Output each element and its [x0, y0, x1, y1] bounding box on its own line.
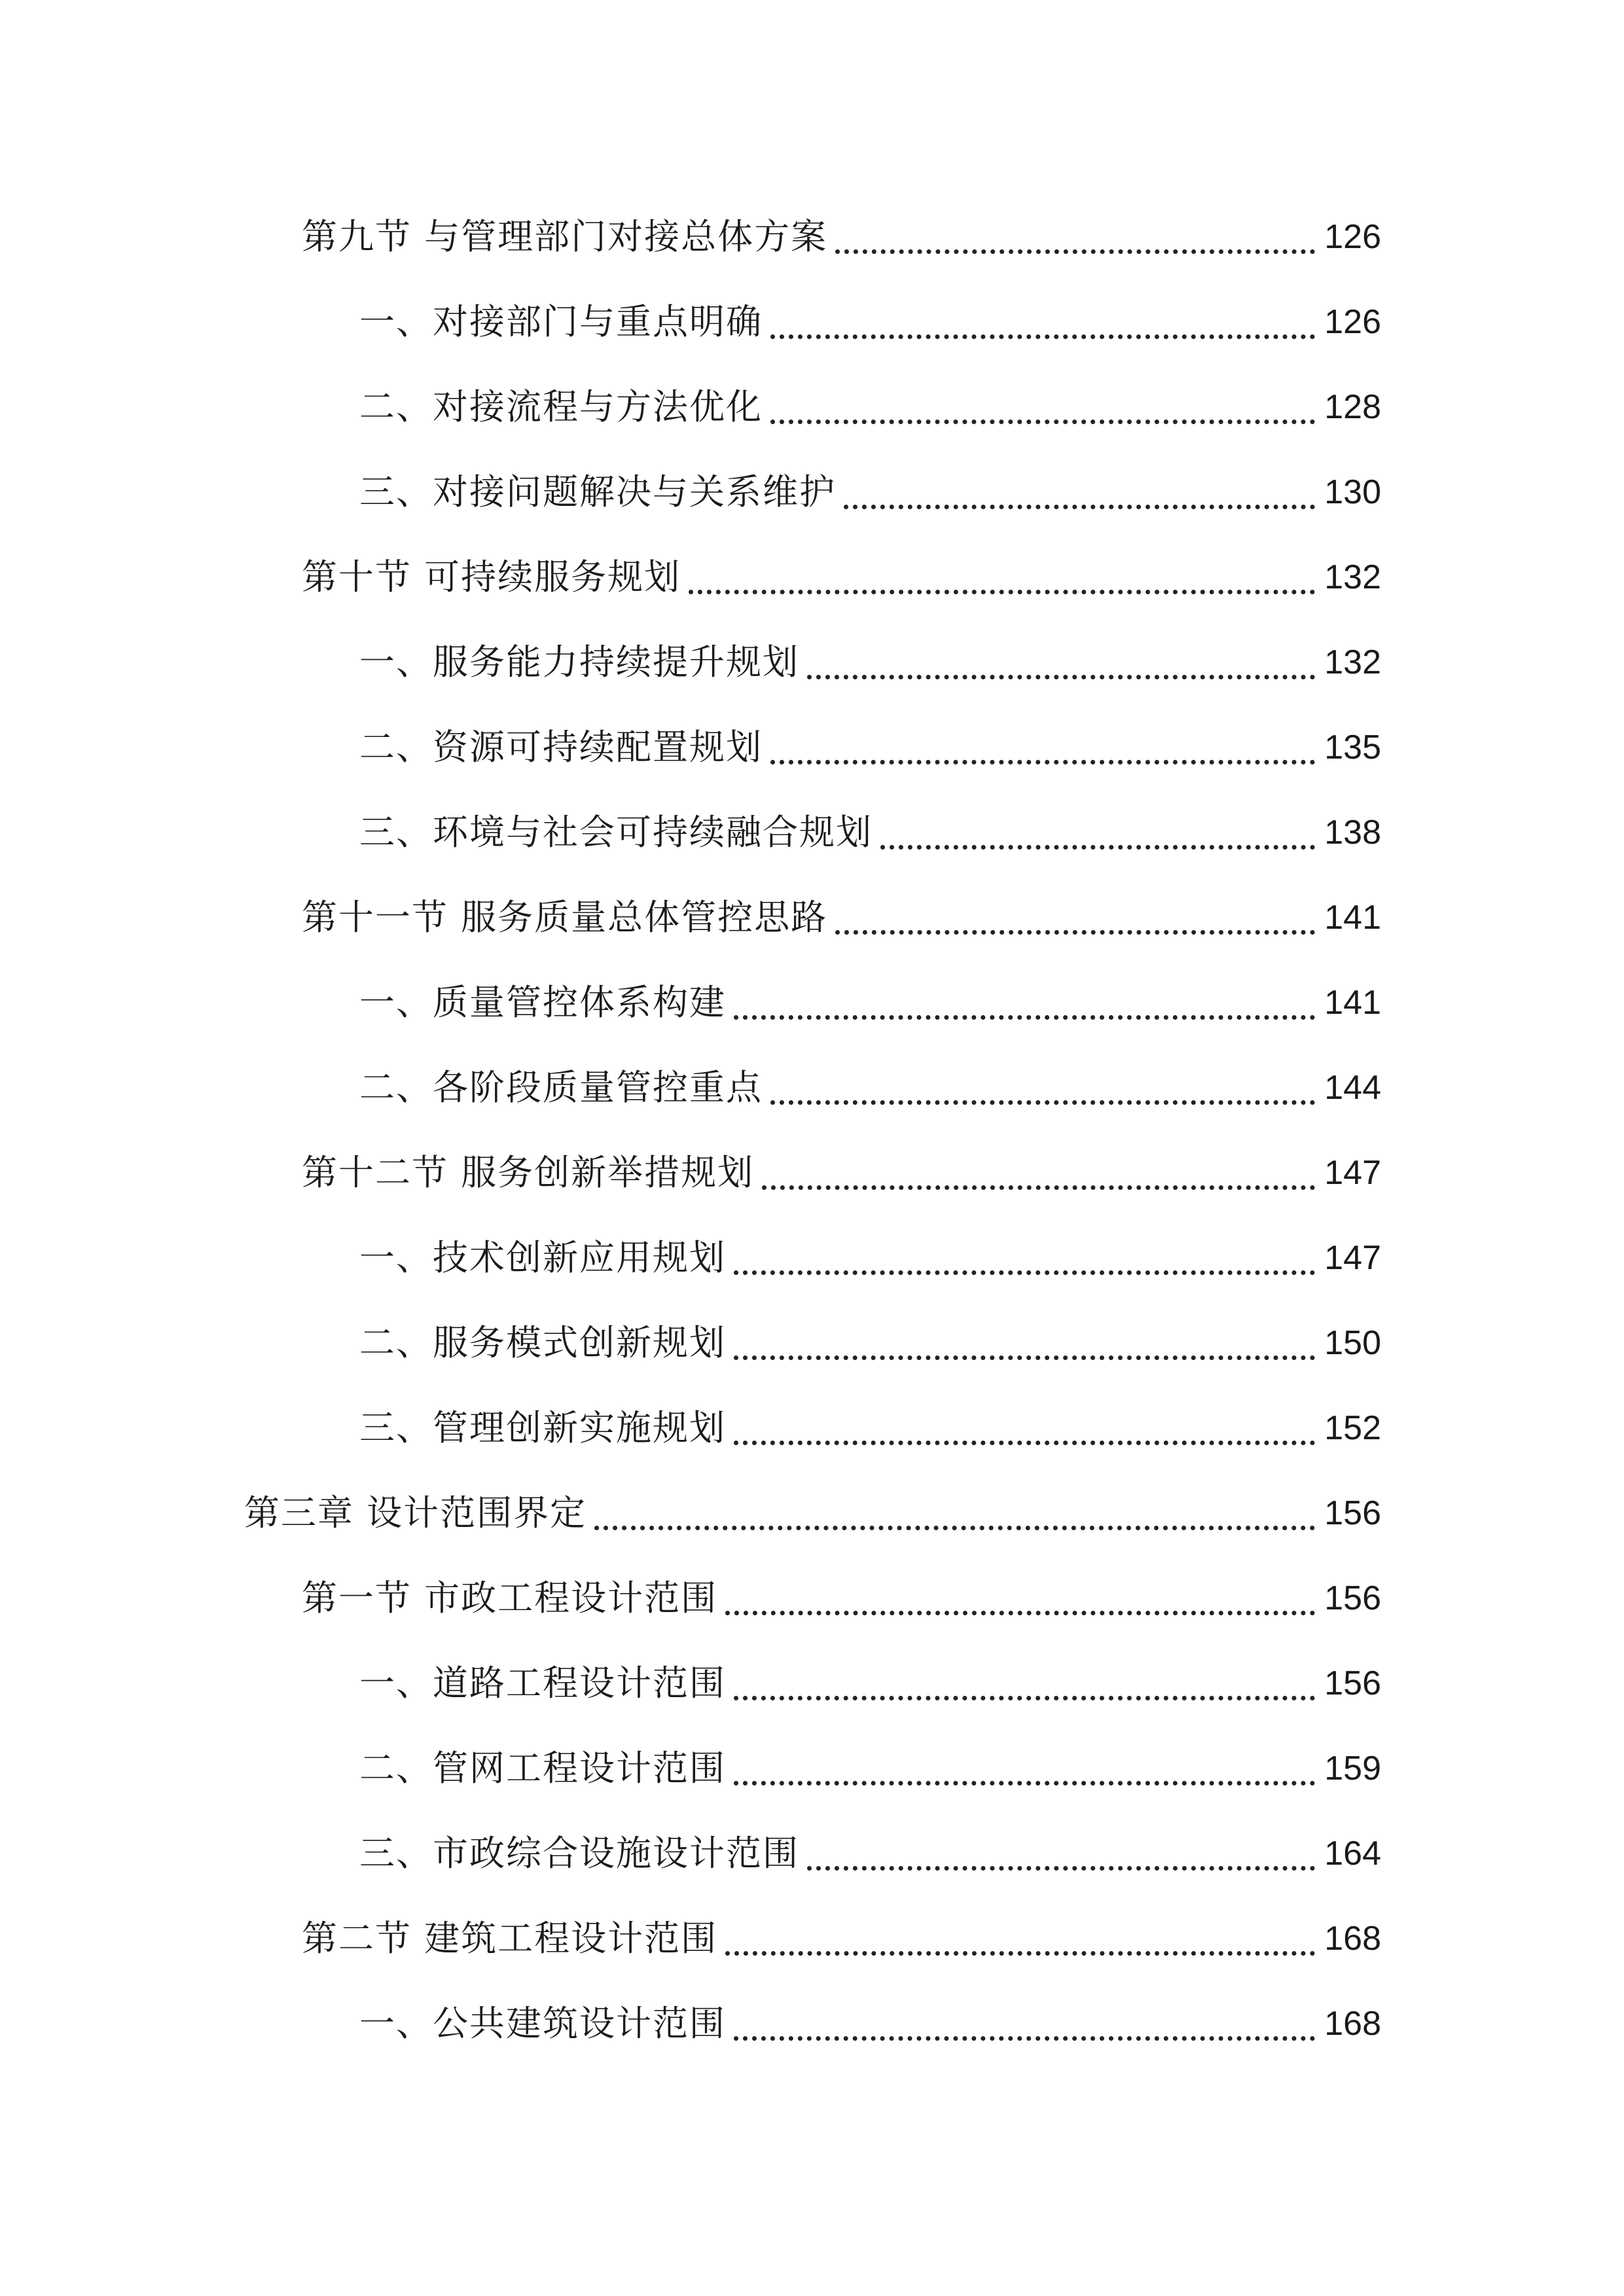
dot-leader	[770, 334, 1315, 339]
toc-entry-title: 三、环境与社会可持续融合规划	[359, 812, 873, 853]
toc-entry-title: 三、管理创新实施规划	[359, 1407, 726, 1448]
toc-entry-title: 二、资源可持续配置规划	[359, 726, 763, 768]
toc-page-number: 130	[1324, 473, 1381, 511]
dot-leader	[807, 675, 1315, 679]
toc-entry-title: 第一节 市政工程设计范围	[302, 1577, 718, 1619]
toc-entry-item[interactable]	[359, 461, 1381, 524]
toc-page-number: 138	[1324, 814, 1381, 852]
toc-entry-section[interactable]	[302, 546, 1381, 609]
toc-page-number: 150	[1324, 1324, 1381, 1362]
toc-entry-title: 二、管网工程设计范围	[359, 1748, 726, 1789]
dot-leader	[835, 930, 1315, 935]
toc-entry-title: 第十节 可持续服务规划	[302, 556, 681, 598]
toc-entry-item[interactable]	[359, 631, 1381, 694]
toc-page-number: 156	[1324, 1579, 1381, 1617]
toc-entry-title: 第三章 设计范围界定	[244, 1492, 587, 1534]
toc-entry-title: 第二节 建筑工程设计范围	[302, 1918, 718, 1959]
dot-leader	[770, 1100, 1315, 1105]
dot-leader	[835, 249, 1315, 254]
toc-page-number: 159	[1324, 1749, 1381, 1787]
toc-page-number: 141	[1324, 984, 1381, 1022]
toc-entry-item[interactable]	[359, 1056, 1381, 1119]
dot-leader	[594, 1526, 1315, 1530]
toc-page-number: 141	[1324, 899, 1381, 937]
toc-entry-title: 一、质量管控体系构建	[359, 982, 726, 1023]
toc-page-number: 147	[1324, 1154, 1381, 1192]
toc-entry-title: 二、各阶段质量管控重点	[359, 1067, 763, 1108]
toc-entry-item[interactable]	[359, 291, 1381, 353]
toc-entry-title: 第九节 与管理部门对接总体方案	[302, 216, 828, 257]
dot-leader	[725, 1951, 1315, 1956]
dot-leader	[770, 760, 1315, 764]
toc-page-number: 168	[1324, 1920, 1381, 1958]
toc-entry-item[interactable]	[359, 1652, 1381, 1715]
toc-page-number: 168	[1324, 2005, 1381, 2043]
toc-page-number: 126	[1324, 303, 1381, 341]
toc-entry-title: 二、服务模式创新规划	[359, 1322, 726, 1363]
toc-entry-item[interactable]	[359, 1737, 1381, 1800]
toc-entry-title: 三、市政综合设施设计范围	[359, 1833, 799, 1874]
toc-entry-title: 第十二节 服务创新举措规划	[302, 1152, 755, 1193]
toc-entry-title: 一、对接部门与重点明确	[359, 301, 763, 342]
toc-entry-section[interactable]	[302, 886, 1381, 949]
toc-entry-title: 一、公共建筑设计范围	[359, 2003, 726, 2044]
toc-page-number: 132	[1324, 558, 1381, 596]
toc-page-number: 156	[1324, 1664, 1381, 1702]
toc-entry-item[interactable]	[359, 1227, 1381, 1289]
dot-leader	[844, 505, 1315, 509]
dot-leader	[770, 420, 1315, 424]
toc-entry-item[interactable]	[359, 376, 1381, 439]
dot-leader	[880, 845, 1315, 850]
toc-entry-title: 一、服务能力持续提升规划	[359, 641, 799, 683]
dot-leader	[725, 1611, 1315, 1615]
toc-entry-section[interactable]	[302, 1141, 1381, 1204]
toc-entry-section[interactable]	[302, 206, 1381, 268]
toc-page-number: 156	[1324, 1494, 1381, 1532]
toc-entry-title: 二、对接流程与方法优化	[359, 386, 763, 427]
dot-leader	[734, 1441, 1315, 1445]
dot-leader	[734, 1781, 1315, 1785]
toc-entry-item[interactable]	[359, 1822, 1381, 1885]
toc-page-number: 126	[1324, 218, 1381, 256]
dot-leader	[734, 1696, 1315, 1700]
toc-entry-item[interactable]	[359, 1397, 1381, 1460]
toc-page-number: 147	[1324, 1239, 1381, 1277]
toc-entry-item[interactable]	[359, 1312, 1381, 1374]
dot-leader	[762, 1185, 1315, 1190]
toc-page-number: 152	[1324, 1409, 1381, 1447]
toc-entry-item[interactable]	[359, 716, 1381, 779]
toc-entry-section[interactable]	[302, 1567, 1381, 1630]
toc-page-number: 135	[1324, 728, 1381, 766]
toc-entry-chapter[interactable]	[244, 1482, 1381, 1545]
toc-page-number: 164	[1324, 1835, 1381, 1873]
toc-entry-title: 第十一节 服务质量总体管控思路	[302, 897, 828, 938]
dot-leader	[807, 1866, 1315, 1871]
toc-page-number: 132	[1324, 643, 1381, 681]
toc-entry-item[interactable]	[359, 971, 1381, 1034]
dot-leader	[734, 2036, 1315, 2041]
toc-entry-item[interactable]	[359, 801, 1381, 864]
toc-page-number: 128	[1324, 388, 1381, 426]
dot-leader	[734, 1270, 1315, 1275]
toc-entry-title: 一、道路工程设计范围	[359, 1662, 726, 1704]
dot-leader	[734, 1015, 1315, 1020]
toc-page-number: 144	[1324, 1069, 1381, 1107]
dot-leader	[734, 1355, 1315, 1360]
toc-entry-section[interactable]	[302, 1907, 1381, 1970]
dot-leader	[689, 590, 1315, 594]
toc-entry-title: 一、技术创新应用规划	[359, 1237, 726, 1278]
toc-entry-title: 三、对接问题解决与关系维护	[359, 471, 836, 512]
toc-entry-item[interactable]	[359, 1992, 1381, 2055]
